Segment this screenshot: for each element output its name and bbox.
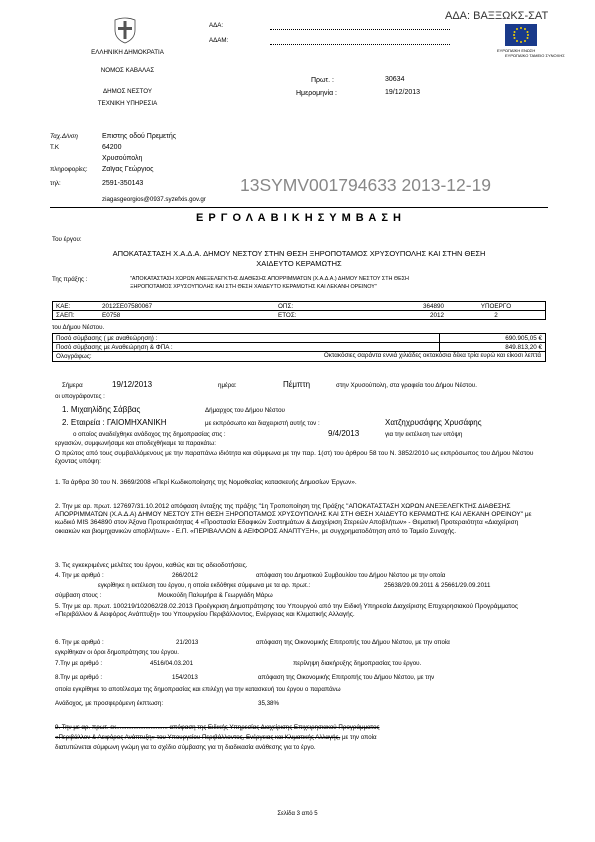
item-9-line3: διατυπώνεται σύμφωνη γνώμη για το σχέδιο σύμβασης για τη διαδικασία ανάθεσης για το έργο. <box>55 744 316 751</box>
ada-watermark: ΑΔΑ: ΒΑΞΞΩΚΣ-ΣΑΤ <box>445 10 549 22</box>
project-title-line2: ΧΑΙΔΕΥΤΟ ΚΕΡΑΜΩΤΗΣ <box>256 259 342 268</box>
amount-no-vat-label: Ποσό σύμβασης ( με αναθεώρηση) : <box>53 334 440 343</box>
ops-label: ΟΠΣ: <box>275 302 351 311</box>
table-row <box>53 302 546 311</box>
ada-field <box>270 29 450 30</box>
discount-label: Ανάδοχος, με προσφερόμενη έκπτωση: <box>55 700 164 707</box>
first-party-paragraph: Ο πρώτος από τους συμβαλλόμενους με την παραπάνω ιδιότητα και σύμφωνα με την παρ. 1(στ) του άρθρου 58 του Ν. 3852/2010 ως εκπρόσωπος του Δήμου Νέστου έχοντας υπόψη: <box>55 450 534 466</box>
ada-label: ΑΔΑ: <box>209 22 224 29</box>
item-8-text: απόφαση της Οικονομικής Επιτροπής του Δήμου Νέστου, με την <box>258 674 435 681</box>
discount-value: 35,38% <box>258 700 279 707</box>
day-value: Πέμπτη <box>283 380 311 389</box>
amount-in-words-cell <box>53 352 546 362</box>
item-6-label: 6. Την με αριθμό : <box>55 639 104 646</box>
action-label: Της πράξης : <box>52 276 88 283</box>
protocol-date-label: Ημερομηνία : <box>296 90 338 97</box>
item-4-line2a: εγκρίθηκε η εκτέλεση του έργου, η οποία εκδόθηκε σύμφωνα με τα αρ. πρωτ.: <box>98 582 311 589</box>
postal-code-value: 64200 <box>102 144 122 151</box>
greek-emblem-icon <box>112 16 138 44</box>
address-label: Ταχ.Δ/νση <box>50 133 78 140</box>
action-text-line1: "ΑΠΟΚΑΤΑΣΤΑΣΗ ΧΩΡΩΝ ΑΝΕΞΕΛΕΓΚΤΗΣ ΔΙΑΘΕΣΗΣ ΑΠΟΡΡΙΜΜΑΤΩΝ (Χ.Α.Δ.Α.) ΔΗΜΟΥ ΝΕΣΤΟΥ ΣΤΗ ΘΕΣΗ <box>130 276 409 282</box>
item-4-line3b: Μουκούδη Παλυμήρα & Γεωργιάδη Μάρω <box>158 592 273 599</box>
table-row <box>53 343 546 352</box>
project-label: Του έργου: <box>52 236 82 243</box>
year-label: ΕΤΟΣ: <box>275 311 351 320</box>
item-4-line3a: σύμβαση στους : <box>55 592 102 599</box>
item-3: 3. Τις εγκεκριμένες μελέτες του έργου, καθώς και τις αδειοδοτήσεις. <box>55 562 248 569</box>
item-8-label: 8.Την με αριθμό : <box>55 674 103 681</box>
item-9-line2: «Περιβάλλον & Αειφόρος Ανάπτυξη» του Υπουργείου Περιβάλλοντος, Ενέργειας και Κλιματικής Αλλαγής, <box>55 734 341 741</box>
item-1: 1. Τα άρθρα 30 του Ν. 3669/2008 «Περί Κωδικοποίησης της Νομοθεσίας κατασκευής Δημοσίων Έργων». <box>55 479 357 486</box>
item-6-text: απόφαση της Οικονομικής Επιτροπής του Δήμου Νέστου, με την οποία <box>256 639 450 646</box>
address-value: Επιστης οδού Πρεμετής <box>102 133 177 140</box>
day-label: ημέρα: <box>218 382 237 389</box>
signatory2-line2b: για την εκτέλεση των υπόψη <box>385 431 463 438</box>
adam-field <box>270 44 450 45</box>
table-row <box>53 334 546 343</box>
saep-value: Ε0758 <box>99 311 275 320</box>
header-line3: ΔΗΜΟΣ ΝΕΣΤΟΥ <box>103 88 152 95</box>
today-date: 19/12/2013 <box>112 380 153 389</box>
page-footer: Σελίδα 3 από 5 <box>277 811 318 817</box>
ops-value: 364890 <box>351 302 447 311</box>
email-value: ziagasgeorgios@0937.syzefxis.gov.gr <box>102 196 206 203</box>
info-value: Ζαϊγας Γεώργιος <box>102 166 154 173</box>
signatory2-person: Χατζηχρυσάφης Χρυσάφης <box>385 418 482 427</box>
phone-label: τηλ: <box>50 180 61 187</box>
item-4-label: 4. Την με αριθμό : <box>55 572 104 579</box>
contract-amount-table <box>52 333 546 362</box>
item-4-line2b: 25638/29.09.2011 & 25661/29.09.2011 <box>384 582 491 589</box>
signatory2-line2: ο οποίος αναδείχθηκε ανάδοχος της δημοπρασίας στις : <box>73 431 226 438</box>
amount-in-words-label: Ολογράφως: <box>56 353 92 360</box>
eu-flag-icon <box>505 24 537 46</box>
table-row <box>53 311 546 320</box>
protocol-date: 19/12/2013 <box>385 89 421 96</box>
signatory1-role: Δήμαρχος του Δήμου Νέστου <box>205 407 285 414</box>
project-title-line1: ΑΠΟΚΑΤΑΣΤΑΣΗ Χ.Α.Δ.Α. ΔΗΜΟΥ ΝΕΣΤΟΥ ΣΤΗΝ ΘΕΣΗ ΞΗΡΟΠΟΤΑΜΟΣ ΧΡΥΣΟΥΠΟΛΗΣ ΚΑΙ ΣΤΗΝ ΘΕΣΗ <box>112 249 486 258</box>
item-9-line2-wrap <box>55 734 377 741</box>
kae-value: 2012ΣΕ07580067 <box>99 302 275 311</box>
document-title: Ε Ρ Γ Ο Λ Α Β Ι Κ Η Σ Υ Μ Β Α Σ Η <box>195 212 403 224</box>
amount-with-vat-label: Ποσό σύμβασης με Αναθεώρηση & ΦΠΑ : <box>53 343 440 352</box>
amount-no-vat-value: 690.905,05 € <box>440 334 546 343</box>
amount-in-words-value: Οκτακόσιες σαράντα εννιά χιλιάδες οκτακόσια δέκα τρία ευρώ και είκοσι λεπτά <box>323 352 541 359</box>
item-4-number: 266/2012 <box>172 572 198 579</box>
document-stamp-id: 13SYMV001794633 2013-12-19 <box>240 175 492 195</box>
protocol-label: Πρωτ. : <box>311 77 335 84</box>
subproject-label: ΥΠΟΕΡΓΟ <box>447 302 546 311</box>
item-6-line2: εγκρίθηκαν οι όροι δημοπράτησης του έργου. <box>55 649 179 656</box>
signatory2-role: με εκπρόσωπο και διαχειριστή αυτής τον : <box>205 420 320 427</box>
item-4-text: απόφαση του Δημοτικού Συμβουλίου του Δήμου Νέστου με την οποία <box>256 572 446 579</box>
phone-value: 2591-350143 <box>102 180 144 187</box>
signatory1-name: 1. Μιχαηλίδης Σάββας <box>62 405 141 414</box>
signatories-label: οι υπογράφοντες : <box>55 393 105 400</box>
item-8-line2: οποία εγκρίθηκε το αποτέλεσμα της δημοπρασίας και επιλέχη για την κατασκευή του έργου ο παραπάνω <box>55 686 341 693</box>
contract-place: στην Χρυσούπολη, στα γραφεία του Δήμου Νέστου. <box>336 382 477 389</box>
item-8-number: 154/2013 <box>172 674 198 681</box>
action-text-line2: ΞΗΡΟΠΟΤΑΜΟΣ ΧΡΥΣΟΥΠΟΛΗΣ ΚΑΙ ΣΤΗ ΘΕΣΗ ΧΑΙΔΕΥΤΟ ΚΕΡΑΜΩΤΗΣ ΚΑΙ ΛΕΚΑΝΗ ΟΡΕΙΝΟΥ" <box>130 284 377 290</box>
year-value: 2012 <box>351 311 447 320</box>
signatory2-line3: εργασιών, συμφωνήσαμε και αποδεχθήκαμε τα παρακάτω: <box>55 440 216 447</box>
eu-label: ΕΥΡΩΠΑΪΚΗ ΕΝΩΣΗ ΕΥΡΩΠΑΪΚΟ ΤΑΜΕΙΟ ΣΥΝΟΧΗΣ <box>497 48 565 58</box>
item-7-text: περίληψη διακήρυξης δημοπρασίας του έργου. <box>293 660 422 667</box>
saep-label: ΣΑΕΠ: <box>53 311 100 320</box>
postal-code-label: Τ.Κ <box>50 144 59 151</box>
city-value: Χρυσούπολη <box>102 155 143 162</box>
item-6-number: 21/2013 <box>176 639 199 646</box>
adam-label: ΑΔΑΜ: <box>209 37 229 44</box>
protocol-number: 30634 <box>385 76 405 83</box>
amount-with-vat-value: 849.813,20 € <box>440 343 546 352</box>
title-top-rule <box>50 207 548 208</box>
item-7-label: 7.Την με αριθμό : <box>55 660 103 667</box>
signatory2-company: 2. Εταιρεία : ΓΑΙΟΜΗΧΑΝΙΚΗ <box>62 418 167 427</box>
subproject-number: 2 <box>447 311 546 320</box>
kae-label: ΚΑΕ: <box>53 302 100 311</box>
item-9-line2-tail: με την οποία <box>340 734 377 741</box>
today-label: Σήμερα <box>62 382 83 389</box>
item-7-number: 4516/04.03.201 <box>150 660 194 667</box>
item-9-line1: 9. Την με αρ. πρωτ. εκ.............................. απόφαση της Ειδικής Υπηρεσίας Διαχείρισης Επιχειρησιακού Προγράμματος <box>55 724 380 731</box>
header-line4: ΤΕΧΝΙΚΗ ΥΠΗΡΕΣΙΑ <box>97 100 158 107</box>
item-5: 5. Την με αρ. πρωτ. 100219/102062/28.02.2013 Προέγκριση Δημοπράτησης του Υπουργού από την Ειδική Υπηρεσία Διαχείρισης Επιχειρησιακού Προγράμματος «Περιβάλλον & Αειφόρος Ανάπτυξη» του Υπουργείου Περιβάλλοντος, Ενέργειας και Κλιματικής Αλλαγής. <box>55 603 519 619</box>
table-row <box>53 352 546 362</box>
item-2: 2. Την με αρ. πρωτ. 127697/31.10.2012 απόφαση ένταξης της πράξης "1η Τροποποίηση της Πράξης "ΑΠΟΚΑΤΑΣΤΑΣΗ ΧΩΡΩΝ ΑΝΕΞΕΛΕΓΚΤΗΣ ΔΙΑΘΕΣΗΣ ΑΠΟΡΡΙΜΜΑΤΩΝ (Χ.Α.Δ.Α) ΔΗΜΟΥ ΝΕΣΤΟΥ ΣΤΗ ΘΕΣΗ ΞΗΡΟΠΟΤΑΜΟΣ ΧΡΥΣΟΥΠΟΛΗΣ ΚΑΙ ΣΤΗ ΘΕΣΗ ΧΑΙΔΕΥΤΟ ΚΕΡΑΜΩΤΗΣ ΚΑΙ ΛΕΚΑΝΗ ΟΡΕΙΝΟΥ" με κωδικό MIS 364890 στον Άξονα Προτεραιότητας 4 «Προστασία Εδαφικών Συστημάτων & Διαχείριση Στερεών Αποβλήτων» - Θεματική Προτεραιότητα «Διαχείριση οικιακών και βιομηχανικών αποβλήτων» - Ε.Π. «ΠΕΡΙΒΑΛΛΟΝ & ΑΕΙΦΟΡΟΣ ΑΝΑΠΤΥΞΗ», με συγχρηματοδότηση από το Ταμείο Συνοχής. <box>55 503 532 535</box>
of-municipality: του Δήμου Νέστου. <box>52 324 105 331</box>
auction-date: 9/4/2013 <box>328 429 360 438</box>
header-line2: ΝΟΜΟΣ ΚΑΒΑΛΑΣ <box>100 67 155 74</box>
budget-code-table <box>52 301 546 320</box>
header-line1: ΕΛΛΗΝΙΚΗ ΔΗΜΟΚΡΑΤΙΑ <box>91 49 164 56</box>
info-label: πληροφορίες: <box>50 166 88 173</box>
